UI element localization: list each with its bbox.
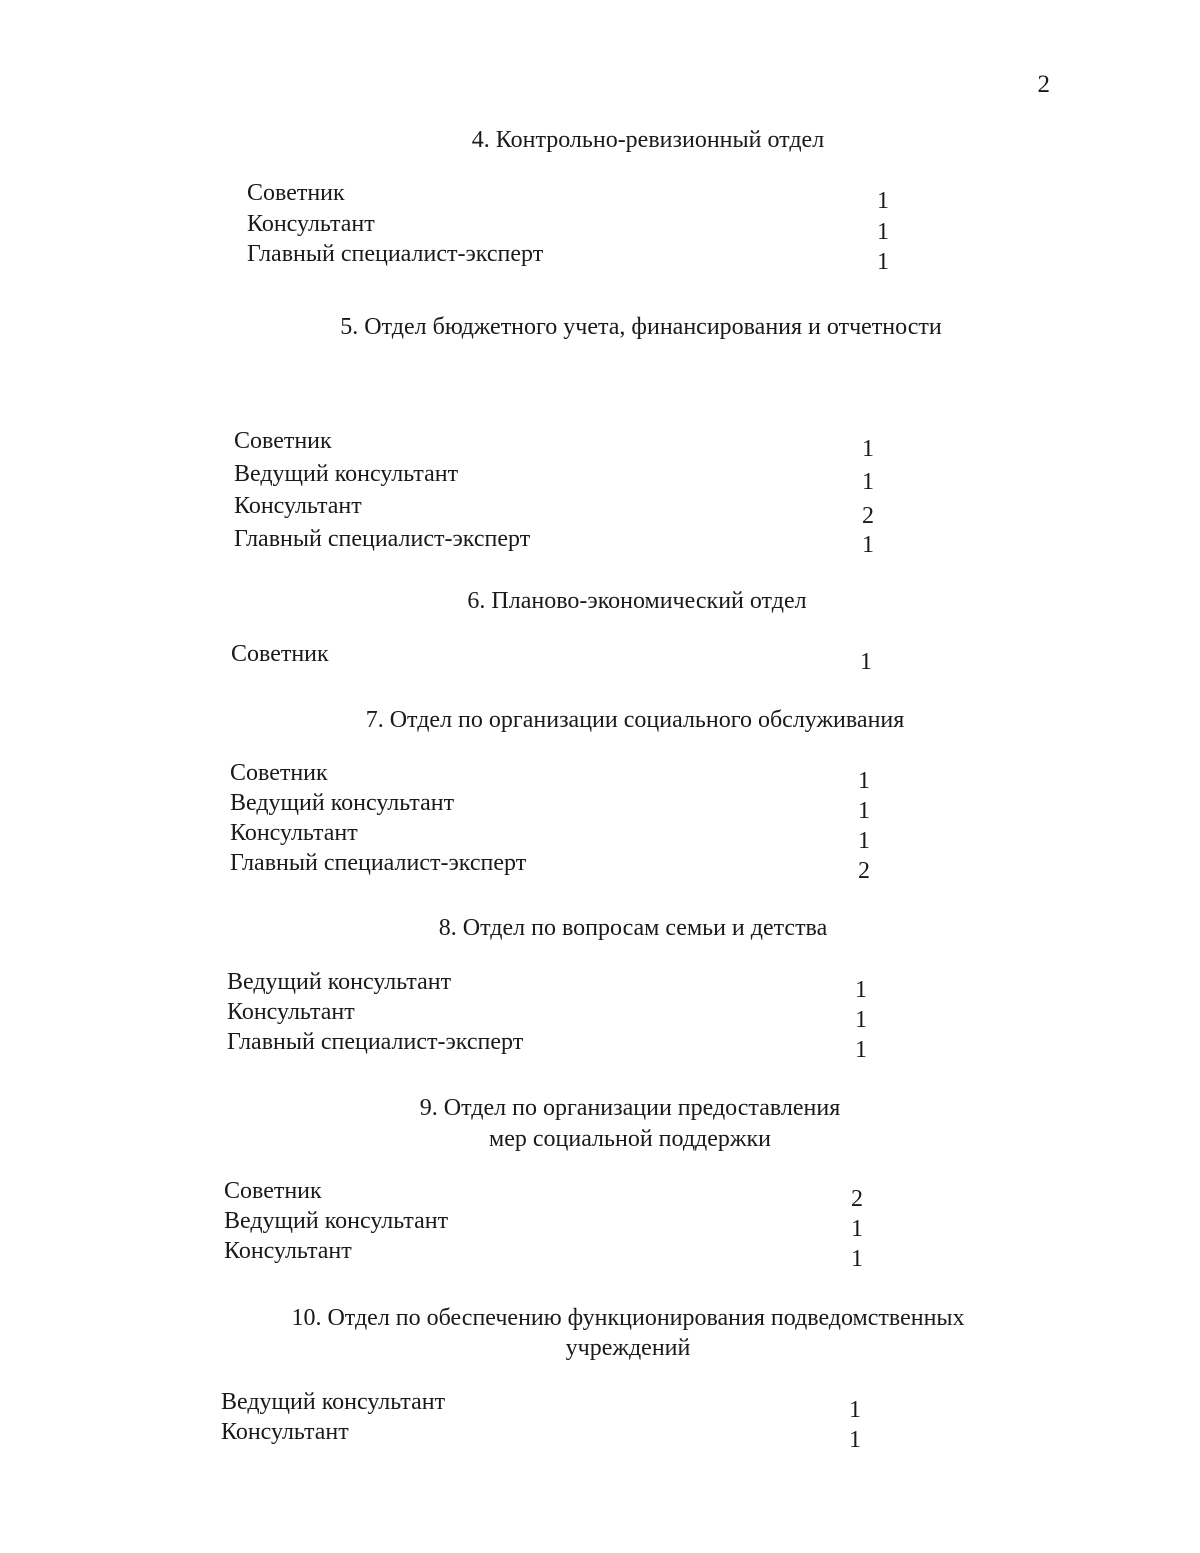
section-heading: учреждений [565, 1335, 691, 1361]
position-title: Консультант [221, 1419, 349, 1445]
position-title: Советник [231, 641, 329, 667]
position-count: 2 [858, 858, 870, 884]
position-title: Ведущий консультант [227, 969, 452, 995]
position-title: Ведущий консультант [221, 1389, 446, 1415]
position-count: 1 [862, 436, 874, 462]
position-title: Ведущий консультант [224, 1208, 449, 1234]
position-count: 1 [862, 531, 874, 558]
section-heading: мер социальной поддержки [489, 1126, 771, 1152]
position-count: 2 [862, 503, 874, 529]
position-title: Главный специалист-эксперт [234, 525, 531, 552]
section-heading: 10. Отдел по обеспечению функционирования подведомственных [291, 1305, 965, 1331]
position-title: Советник [230, 760, 328, 786]
position-title: Главный специалист-эксперт [230, 850, 527, 876]
position-count: 1 [849, 1397, 861, 1423]
position-count: 1 [860, 649, 872, 675]
position-count: 1 [858, 768, 870, 794]
position-count: 1 [858, 828, 870, 854]
position-count: 1 [855, 1037, 867, 1063]
position-title: Главный специалист-эксперт [247, 241, 544, 267]
section-heading: 5. Отдел бюджетного учета, финансирования и отчетности [340, 314, 942, 340]
position-count: 1 [851, 1216, 863, 1242]
position-title: Консультант [224, 1238, 352, 1264]
position-count: 1 [855, 977, 867, 1003]
position-title: Советник [234, 428, 332, 454]
section-heading: 9. Отдел по организации предоставления [419, 1095, 841, 1121]
position-title: Главный специалист-эксперт [227, 1029, 524, 1055]
position-count: 1 [877, 249, 889, 275]
position-count: 1 [855, 1007, 867, 1033]
position-count: 2 [851, 1186, 863, 1212]
position-title: Советник [247, 180, 345, 206]
position-count: 1 [877, 218, 889, 245]
position-count: 1 [858, 798, 870, 824]
position-count: 1 [851, 1246, 863, 1272]
position-title: Консультант [230, 820, 358, 846]
position-count: 1 [877, 188, 889, 214]
position-title: Консультант [247, 210, 375, 237]
position-title: Консультант [227, 999, 355, 1025]
position-title: Ведущий консультант [234, 460, 459, 487]
position-title: Советник [224, 1178, 322, 1204]
section-heading: 8. Отдел по вопросам семьи и детства [438, 915, 828, 941]
page-number: 2 [1037, 71, 1050, 98]
section-heading: 7. Отдел по организации социального обслуживания [365, 707, 905, 733]
section-heading: 4. Контрольно-ревизионный отдел [471, 127, 825, 153]
position-title: Ведущий консультант [230, 790, 455, 816]
position-count: 1 [862, 468, 874, 495]
position-title: Консультант [234, 493, 362, 519]
section-heading: 6. Планово-экономический отдел [467, 588, 807, 614]
position-count: 1 [849, 1427, 861, 1453]
